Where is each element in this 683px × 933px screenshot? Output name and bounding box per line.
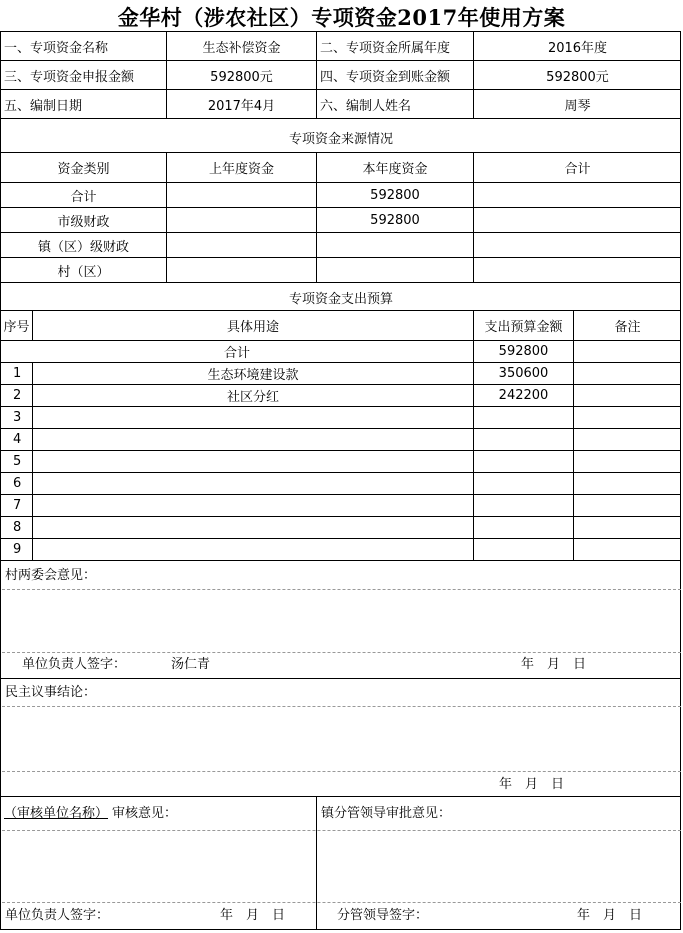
- budget-note: [574, 451, 681, 472]
- budget-section-row: [1, 283, 681, 311]
- review-dashed-divider: [2, 902, 681, 903]
- source-last-year: [167, 183, 317, 207]
- table-row: [1, 539, 681, 561]
- source-category: 村（区）: [1, 258, 167, 282]
- budget-header-no: 序号: [1, 311, 33, 340]
- review-approval-block: [1, 797, 681, 929]
- democratic-date: 年 月 日: [499, 777, 565, 792]
- table-row: [1, 208, 681, 233]
- budget-use: [33, 539, 474, 560]
- budget-use: [33, 473, 474, 494]
- budget-header-row: [1, 311, 681, 341]
- committee-dashed-divider: [2, 589, 681, 590]
- source-this-year: [317, 233, 474, 257]
- budget-amount: [474, 539, 574, 560]
- source-header-last-year: 上年度资金: [167, 153, 317, 182]
- source-category: 镇（区）级财政: [1, 233, 167, 257]
- budget-no: 7: [1, 495, 33, 516]
- compiler-name-value: 周琴: [564, 98, 591, 114]
- apply-amount-label: 三、专项资金申报金额: [1, 61, 167, 89]
- compile-date-value: 2017年4月: [167, 90, 317, 118]
- review-column-divider: [316, 797, 317, 929]
- budget-header-use: 具体用途: [33, 311, 474, 340]
- fund-year-label: 二、专项资金所属年度: [317, 32, 474, 60]
- budget-use: 生态环境建设款: [33, 363, 474, 384]
- budget-no: 3: [1, 407, 33, 428]
- table-row: [1, 429, 681, 451]
- committee-opinion-label: 村两委会意见：: [5, 568, 97, 583]
- budget-use: [33, 517, 474, 538]
- committee-signer-label: 单位负责人签字：: [22, 657, 127, 672]
- apply-amount-value: 592800元: [167, 61, 317, 89]
- table-row: [1, 407, 681, 429]
- document-title: 金华村（涉农社区）专项资金2017年使用方案: [117, 5, 566, 30]
- fund-year-value: 2016年度: [547, 40, 608, 56]
- budget-use: [33, 429, 474, 450]
- budget-no: 1: [1, 363, 33, 384]
- source-header-this-year: 本年度资金: [317, 153, 474, 182]
- budget-total-row: [1, 341, 681, 363]
- committee-signer-name: 汤仁青: [171, 657, 211, 672]
- source-total: [474, 258, 681, 282]
- budget-note: [574, 495, 681, 516]
- review-opinion-heading: [4, 806, 177, 822]
- budget-use: [33, 407, 474, 428]
- table-row: [1, 363, 681, 385]
- info-row-3: [1, 90, 681, 119]
- budget-amount: 242200: [474, 385, 574, 406]
- budget-no: 4: [1, 429, 33, 450]
- table-row: [1, 385, 681, 407]
- democratic-conclusion-block: [1, 679, 681, 797]
- approval-date: 年 月 日: [577, 908, 643, 923]
- source-category: 合计: [1, 183, 167, 207]
- approval-opinion-label: 镇分管领导审批意见：: [321, 806, 452, 821]
- budget-amount: [474, 429, 574, 450]
- budget-total-amount: 592800: [474, 341, 574, 362]
- democratic-dashed-divider: [2, 771, 681, 772]
- committee-date: 年 月 日: [521, 657, 587, 672]
- source-header-category: 资金类别: [1, 153, 167, 182]
- fund-name-value: 生态补偿资金: [167, 32, 317, 60]
- source-header-row: [1, 153, 681, 183]
- source-this-year: [317, 258, 474, 282]
- budget-note: [574, 539, 681, 560]
- budget-note: [574, 517, 681, 538]
- table-row: [1, 258, 681, 283]
- budget-amount: [474, 495, 574, 516]
- source-header-total: 合计: [564, 162, 591, 177]
- budget-use: [33, 451, 474, 472]
- review-signer-label: 单位负责人签字：: [5, 908, 110, 923]
- source-last-year: [167, 258, 317, 282]
- source-last-year: [167, 208, 317, 232]
- budget-amount: [474, 407, 574, 428]
- budget-total-label: 合计: [1, 341, 474, 362]
- budget-amount: [474, 473, 574, 494]
- budget-no: 8: [1, 517, 33, 538]
- review-date: 年 月 日: [220, 908, 286, 923]
- budget-no: 5: [1, 451, 33, 472]
- budget-use: 社区分红: [33, 385, 474, 406]
- compile-date-label: 五、编制日期: [1, 90, 167, 118]
- budget-no: 6: [1, 473, 33, 494]
- review-opinion-label: 审核意见：: [112, 806, 178, 821]
- source-this-year: 592800: [317, 208, 474, 232]
- budget-note: [574, 429, 681, 450]
- table-row: [1, 183, 681, 208]
- budget-note: [574, 363, 681, 384]
- source-total: [474, 233, 681, 257]
- democratic-dashed-divider: [2, 706, 681, 707]
- source-total: [474, 208, 681, 232]
- table-row: [1, 233, 681, 258]
- budget-no: 2: [1, 385, 33, 406]
- review-dashed-divider: [2, 830, 681, 831]
- budget-header-note: 备注: [614, 320, 641, 335]
- budget-note: [574, 407, 681, 428]
- budget-amount: [474, 451, 574, 472]
- budget-no: 9: [1, 539, 33, 560]
- source-category: 市级财政: [1, 208, 167, 232]
- budget-section-title: 专项资金支出预算: [288, 292, 393, 307]
- budget-amount: 350600: [474, 363, 574, 384]
- committee-opinion-block: [1, 561, 681, 679]
- budget-header-amount: 支出预算金额: [474, 311, 574, 340]
- table-row: [1, 517, 681, 539]
- info-row-1: [1, 32, 681, 61]
- source-this-year: 592800: [317, 183, 474, 207]
- compiler-name-label: 六、编制人姓名: [317, 90, 474, 118]
- table-row: [1, 473, 681, 495]
- budget-note: [574, 385, 681, 406]
- budget-use: [33, 495, 474, 516]
- source-total: [474, 183, 681, 207]
- received-amount-label: 四、专项资金到账金额: [317, 61, 474, 89]
- info-row-2: [1, 61, 681, 90]
- fund-name-label: 一、专项资金名称: [1, 32, 167, 60]
- table-row: [1, 495, 681, 517]
- approval-signer-label: 分管领导签字：: [337, 908, 429, 923]
- budget-note: [574, 473, 681, 494]
- source-last-year: [167, 233, 317, 257]
- received-amount-value: 592800元: [546, 69, 609, 85]
- source-section-title: 专项资金来源情况: [288, 132, 393, 147]
- review-unit-name-placeholder: （审核单位名称）: [4, 806, 109, 821]
- committee-dashed-divider: [2, 652, 681, 653]
- budget-amount: [474, 517, 574, 538]
- democratic-conclusion-label: 民主议事结论：: [5, 685, 97, 700]
- source-section-row: [1, 119, 681, 153]
- budget-total-note: [574, 341, 681, 362]
- table-row: [1, 451, 681, 473]
